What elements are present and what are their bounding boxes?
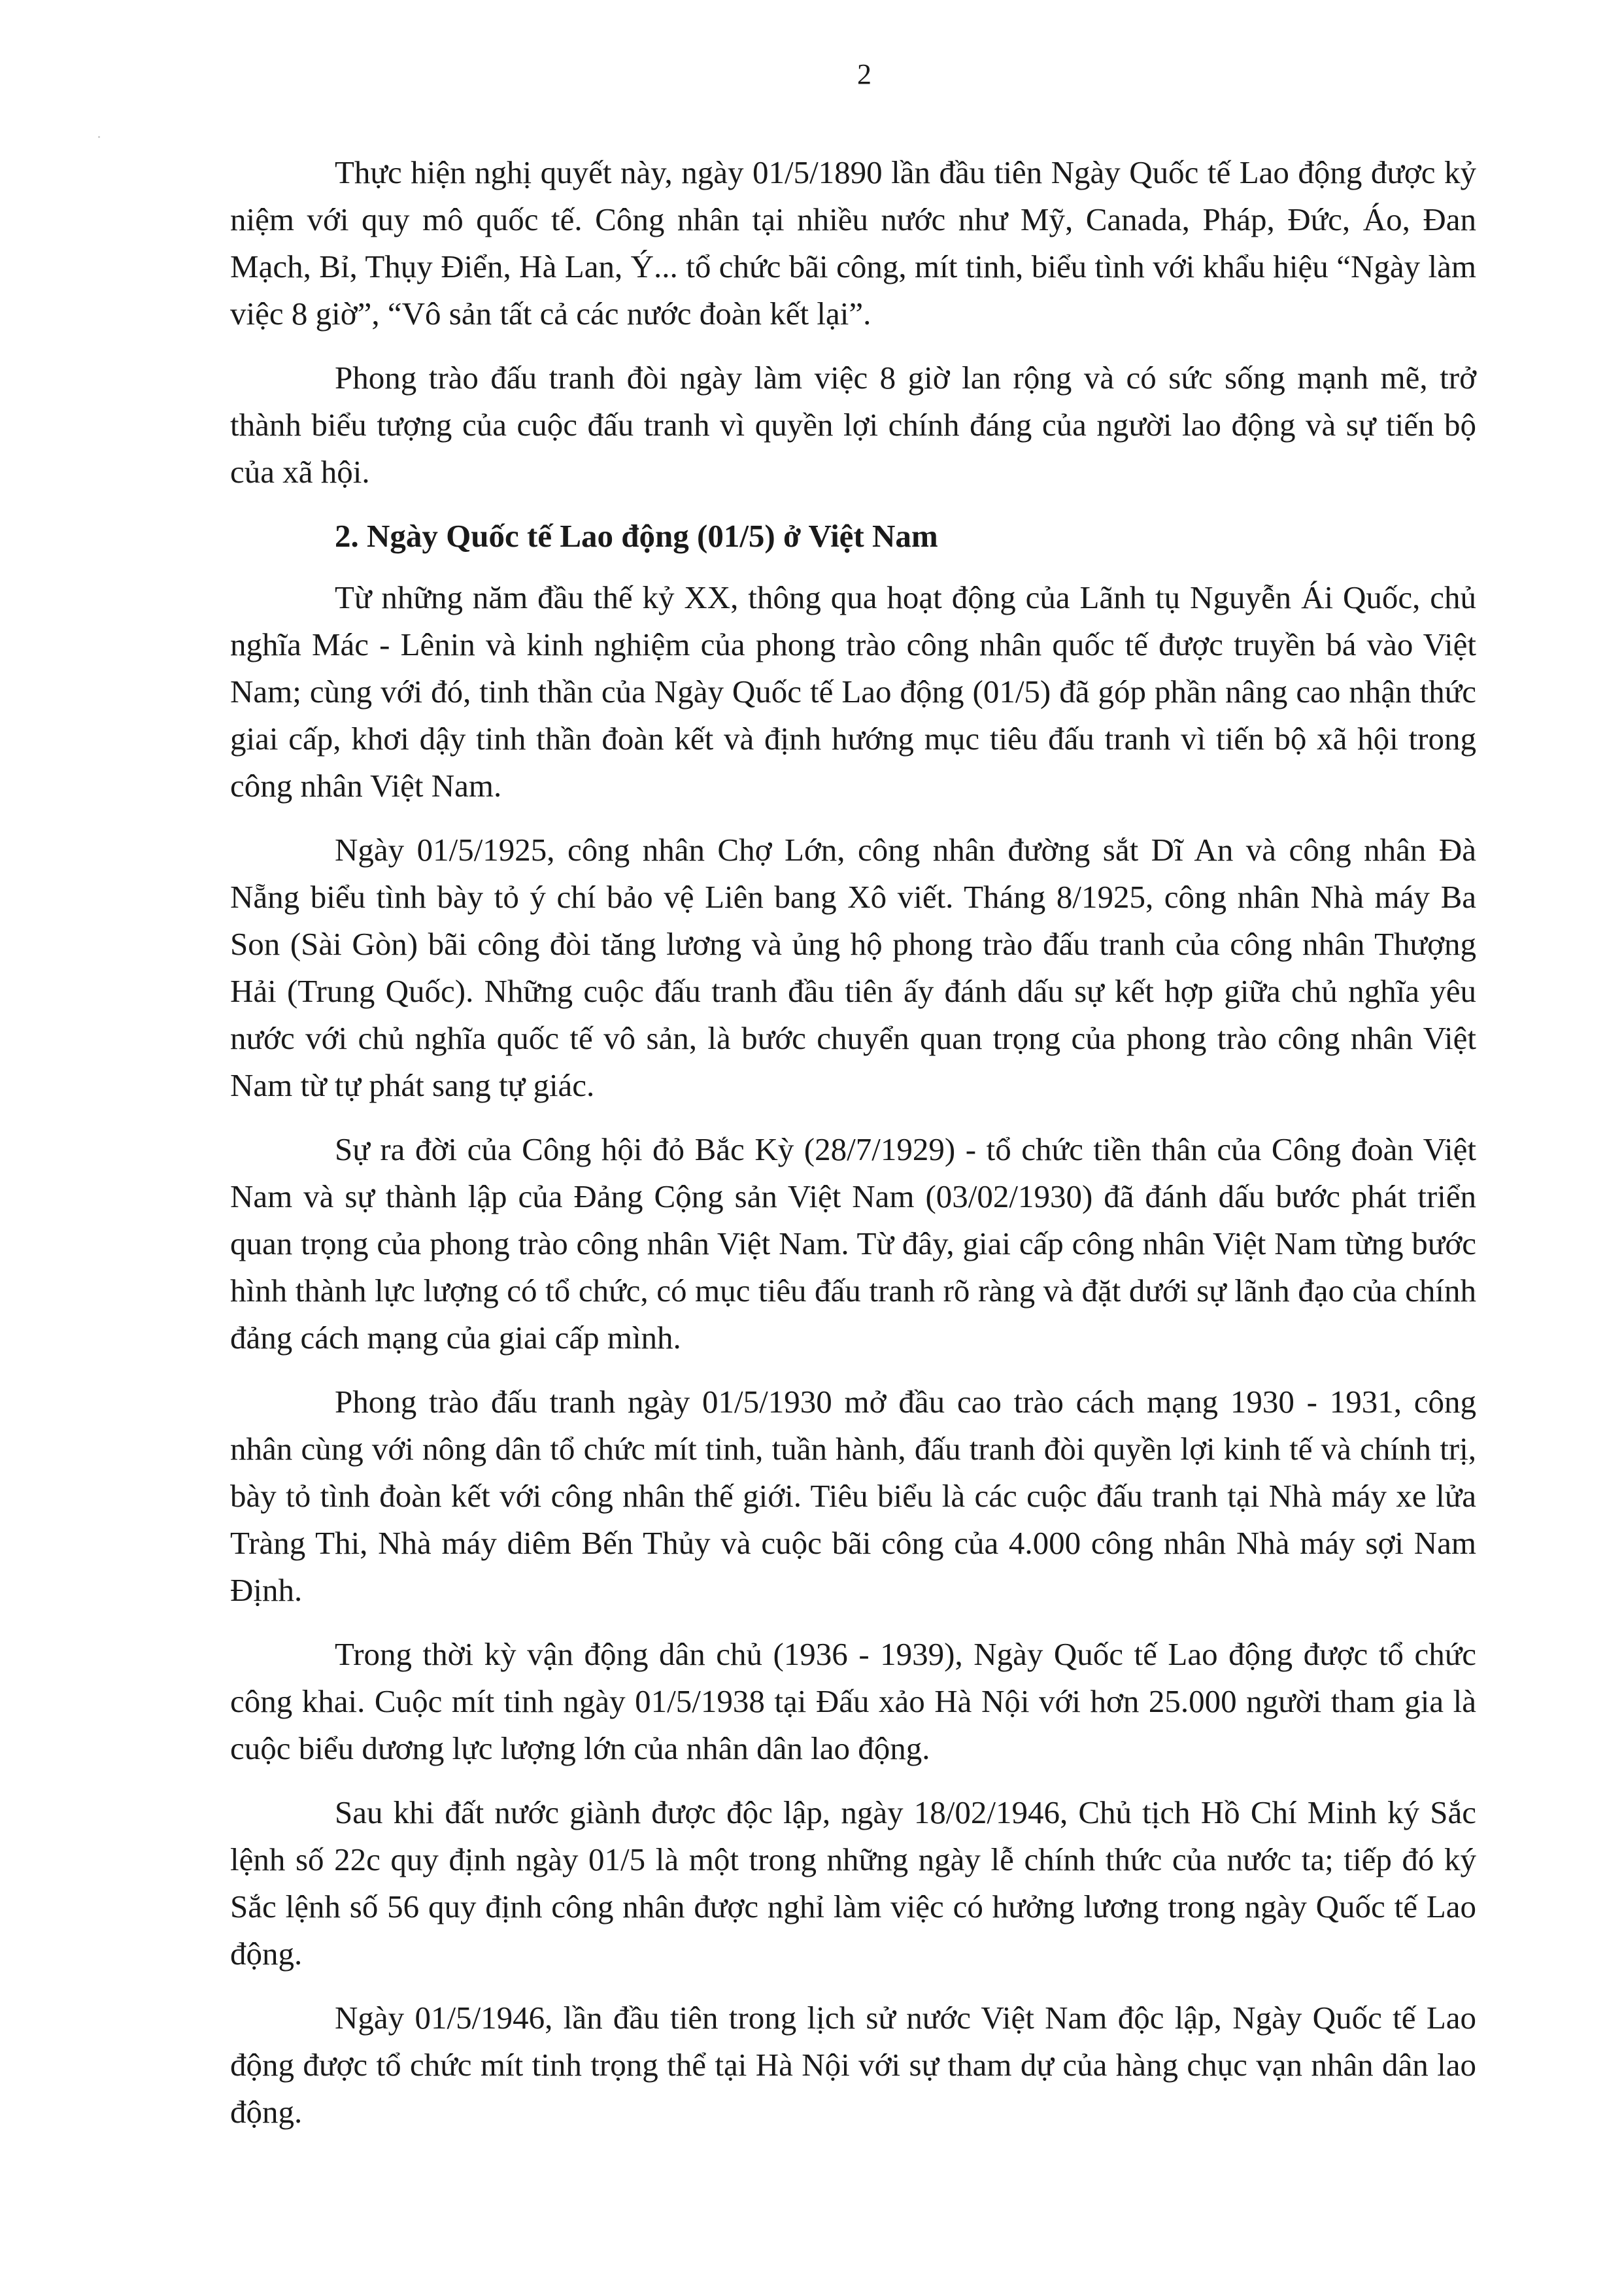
paragraph-3: Từ những năm đầu thế kỷ XX, thông qua hoạt động của Lãnh tụ Nguyễn Ái Quốc, chủ nghĩa Mác - Lênin và kinh nghiệm của phong trào công nhân quốc tế được truyền bá vào Việt Nam; cùng với đó, tinh thần của Ngày Quốc tế Lao động (01/5) đã góp phần nâng cao nhận thức giai cấp, khơi dậy tinh thần đoàn kết và định hướng mục tiêu đấu tranh vì tiến bộ xã hội trong công nhân Việt Nam. <box>230 579 1476 804</box>
paragraph-5: Sự ra đời của Công hội đỏ Bắc Kỳ (28/7/1929) - tổ chức tiền thân của Công đoàn Việt Nam và sự thành lập của Đảng Cộng sản Việt Nam (03/02/1930) đã đánh dấu bước phát triển quan trọng của phong trào công nhân Việt Nam. Từ đây, giai cấp công nhân Việt Nam từng bước hình thành lực lượng có tổ chức, có mục tiêu đấu tranh rõ ràng và đặt dưới sự lãnh đạo của chính đảng cách mạng của giai cấp mình. <box>230 1131 1476 1356</box>
paragraph-4: Ngày 01/5/1925, công nhân Chợ Lớn, công nhân đường sắt Dĩ An và công nhân Đà Nẵng biểu tình bày tỏ ý chí bảo vệ Liên bang Xô viết. Tháng 8/1925, công nhân Nhà máy Ba Son (Sài Gòn) bãi công đòi tăng lương và ủng hộ phong trào đấu tranh của công nhân Thượng Hải (Trung Quốc). Những cuộc đấu tranh đầu tiên ấy đánh dấu sự kết hợp giữa chủ nghĩa yêu nước với chủ nghĩa quốc tế vô sản, là bước chuyển quan trọng của phong trào công nhân Việt Nam từ tự phát sang tự giác. <box>230 832 1476 1103</box>
paragraph-9: Ngày 01/5/1946, lần đầu tiên trong lịch sử nước Việt Nam độc lập, Ngày Quốc tế Lao động được tổ chức mít tinh trọng thể tại Hà Nội với sự tham dự của hàng chục vạn nhân dân lao động. <box>230 2000 1476 2130</box>
paragraph-1: Thực hiện nghị quyết này, ngày 01/5/1890 lần đầu tiên Ngày Quốc tế Lao động được kỷ niệm với quy mô quốc tế. Công nhân tại nhiều nước như Mỹ, Canada, Pháp, Đức, Áo, Đan Mạch, Bỉ, Thụy Điển, Hà Lan, Ý... tổ chức bãi công, mít tinh, biểu tình với khẩu hiệu “Ngày làm việc 8 giờ”, “Vô sản tất cả các nước đoàn kết lại”. <box>230 154 1476 332</box>
paragraph-8: Sau khi đất nước giành được độc lập, ngày 18/02/1946, Chủ tịch Hồ Chí Minh ký Sắc lệnh số 22c quy định ngày 01/5 là một trong những ngày lễ chính thức của nước ta; tiếp đó ký Sắc lệnh số 56 quy định công nhân được nghỉ làm việc có hưởng lương trong ngày Quốc tế Lao động. <box>230 1794 1476 1972</box>
paragraph-6: Phong trào đấu tranh ngày 01/5/1930 mở đầu cao trào cách mạng 1930 - 1931, công nhân cùng với nông dân tổ chức mít tinh, tuần hành, đấu tranh đòi quyền lợi kinh tế và chính trị, bày tỏ tình đoàn kết với công nhân thế giới. Tiêu biểu là các cuộc đấu tranh tại Nhà máy xe lửa Tràng Thi, Nhà máy diêm Bến Thủy và cuộc bãi công của 4.000 công nhân Nhà máy sợi Nam Định. <box>230 1384 1476 1608</box>
page-number: 2 <box>857 58 871 90</box>
paragraph-7: Trong thời kỳ vận động dân chủ (1936 - 1939), Ngày Quốc tế Lao động được tổ chức công khai. Cuộc mít tinh ngày 01/5/1938 tại Đấu xảo Hà Nội với hơn 25.000 người tham gia là cuộc biểu dương lực lượng lớn của nhân dân lao động. <box>230 1636 1476 1766</box>
paragraph-2: Phong trào đấu tranh đòi ngày làm việc 8 giờ lan rộng và có sức sống mạnh mẽ, trở thành biểu tượng của cuộc đấu tranh vì quyền lợi chính đáng của người lao động và sự tiến bộ của xã hội. <box>230 360 1476 490</box>
section-heading: 2. Ngày Quốc tế Lao động (01/5) ở Việt Nam <box>335 518 938 554</box>
scan-speck <box>98 136 100 138</box>
document-body <box>230 149 1476 2153</box>
